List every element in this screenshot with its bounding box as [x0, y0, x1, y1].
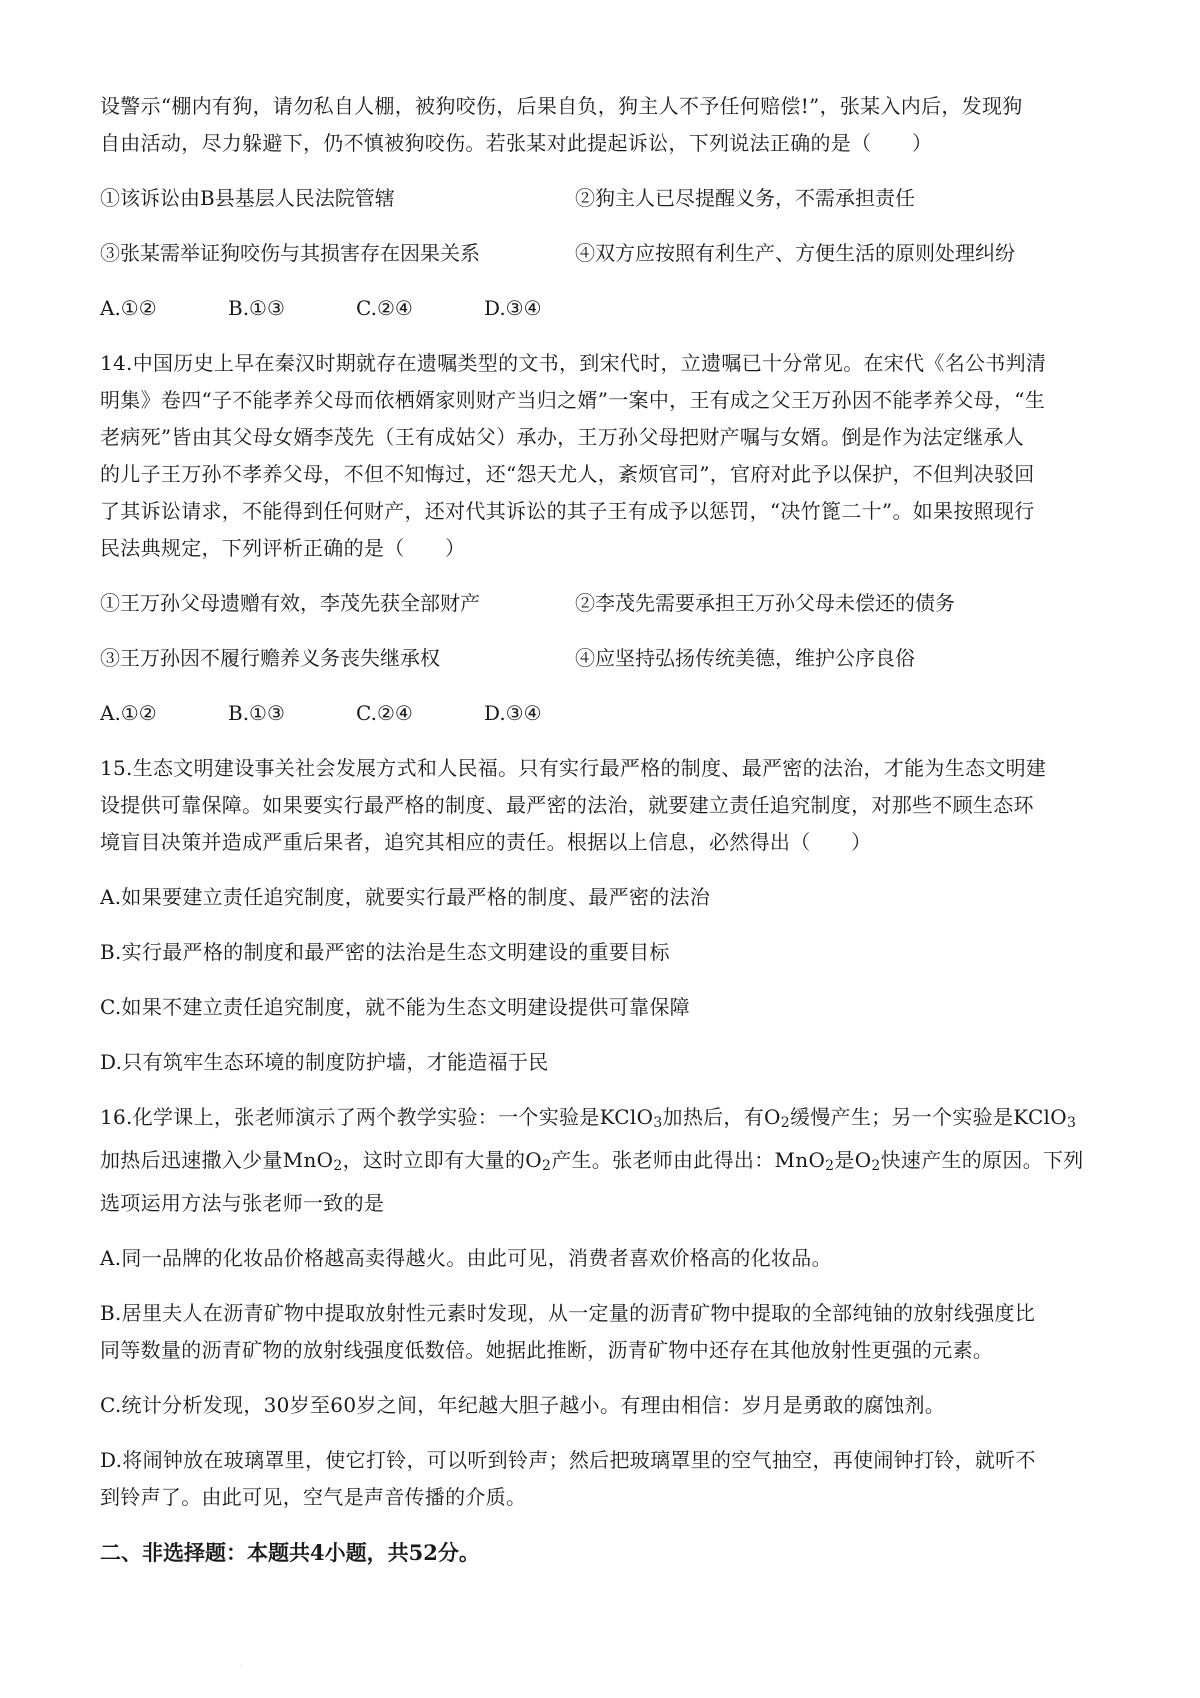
- q14-line: 14.中国历史上早在秦汉时期就存在遗嘱类型的文书，到宋代时，立遗嘱已十分常见。在宋代《名公书判清: [100, 351, 1047, 375]
- q14-line: 民法典规定，下列评析正确的是（ ）: [100, 536, 466, 560]
- q14-options-row2: [100, 640, 1110, 677]
- q15-option-c: C.如果不建立责任追究制度，就不能为生态文明建设提供可靠保障: [100, 995, 690, 1019]
- subscript: 3: [1066, 1115, 1077, 1131]
- subscript: 3: [653, 1115, 663, 1131]
- q14-line: 明集》卷四“子不能孝养父母而依栖婿家则财产当归之婿”一案中，王有成之父王万孙因不能孝养父母，“生: [100, 388, 1046, 412]
- q16-text: 加热后迅速撒入少量MnO: [100, 1148, 334, 1172]
- q14-answer-c: C.②④: [356, 701, 413, 725]
- subscript: 2: [871, 1158, 881, 1174]
- subscript: 2: [333, 1158, 343, 1174]
- q13-answer-c: C.②④: [356, 296, 413, 320]
- q14-option-1: ①王万孙父母遗赠有效，李茂先获全部财产: [100, 591, 480, 615]
- q15-line: 境盲目决策并造成严重后果者，追究其相应的责任。根据以上信息，必然得出（ ）: [100, 830, 872, 854]
- q13-options-row2: [100, 235, 1110, 272]
- q13-answer-b: B.①③: [228, 296, 285, 320]
- q14-line: 的儿子王万孙不孝养父母，不但不知悔过，还“怨天尤人，紊烦官司”，官府对此予以保护，不但判决驳回: [100, 462, 1035, 486]
- q16-line2: [100, 1142, 1110, 1185]
- q15-line: 15.生态文明建设事关社会发展方式和人民福。只有实行最严格的制度、最严密的法治，才能为生态文明建: [100, 756, 1047, 780]
- q16-text: 是O: [834, 1148, 872, 1172]
- q13-answer-a: A.①②: [100, 296, 157, 320]
- q15-option-a: A.如果要建立责任追究制度，就要实行最严格的制度、最严密的法治: [100, 885, 711, 909]
- q14-answer-choices: [100, 695, 1110, 732]
- q13-intro-line2: 自由活动，尽力躲避下，仍不慎被狗咬伤。若张某对此提起诉讼，下列说法正确的是（ ）: [100, 131, 933, 155]
- subscript: 2: [825, 1158, 835, 1174]
- q16-text: 加热后，有O: [662, 1105, 781, 1129]
- exam-page: [100, 88, 1110, 1571]
- q15-option-d: D.只有筑牢生态环境的制度防护墙，才能造福于民: [100, 1050, 549, 1074]
- q16-option-d-line1: D.将闹钟放在玻璃罩里，使它打铃，可以听到铃声；然后把玻璃罩里的空气抽空，再使闹钟打铃，就听不: [100, 1448, 1036, 1472]
- q16-option-b-line1: B.居里夫人在沥青矿物中提取放射性元素时发现，从一定量的沥青矿物中提取的全部纯铀的放射线强度比: [100, 1301, 1036, 1325]
- q13-option-1: ①该诉讼由B县基层人民法院管辖: [100, 186, 395, 210]
- q16-text: 16.化学课上，张老师演示了两个教学实验：一个实验是KClO: [100, 1105, 654, 1129]
- q13-answer-d: D.③④: [484, 296, 542, 320]
- q14-option-4: ④应坚持弘扬传统美德，维护公序良俗: [575, 646, 915, 670]
- q16-text: ，这时立即有大量的O: [342, 1148, 542, 1172]
- q13-option-4: ④双方应按照有利生产、方便生活的原则处理纠纷: [575, 241, 1015, 265]
- q16-option-c: C.统计分析发现，30岁至60岁之间，年纪越大胆子越小。有理由相信：岁月是勇敢的腐蚀剂。: [100, 1393, 946, 1417]
- subscript: 2: [541, 1158, 552, 1174]
- q16-option-b-line2: 同等数量的沥青矿物的放射线强度低数倍。她据此推断，沥青矿物中还存在其他放射性更强的元素。: [100, 1338, 994, 1362]
- scan-artifact-dot: ·: [240, 1662, 243, 1671]
- q16-text: 产生。张老师由此得出：MnO: [551, 1148, 826, 1172]
- q16-option-a: A.同一品牌的化妆品价格越高卖得越火。由此可见，消费者喜欢价格高的化妆品。: [100, 1246, 832, 1270]
- section-heading: 二、非选择题：本题共4小题，共52分。: [100, 1540, 480, 1565]
- q13-option-3: ③张某需举证狗咬伤与其损害存在因果关系: [100, 241, 480, 265]
- q13-option-2: ②狗主人已尽提醒义务，不需承担责任: [575, 186, 915, 210]
- q14-line: 老病死”皆由其父母女婿李茂先（王有成姑父）承办，王万孙父母把财产嘱与女婿。倒是作为法定继承人: [100, 425, 1025, 449]
- subscript: 2: [780, 1115, 790, 1131]
- q15-option-b: B.实行最严格的制度和最严密的法治是生态文明建设的重要目标: [100, 940, 670, 964]
- q13-intro-line1: 设警示“棚内有狗，请勿私自人棚，被狗咬伤，后果自负，狗主人不予任何赔偿!”，张某入内后，发现狗: [100, 94, 1023, 118]
- q14-answer-a: A.①②: [100, 701, 157, 725]
- q15-line: 设提供可靠保障。如果要实行最严格的制度、最严密的法治，就要建立责任追究制度，对那些不顾生态环: [100, 793, 1034, 817]
- q16-text: 缓慢产生；另一个实验是KClO: [789, 1105, 1067, 1129]
- q16-option-d-line2: 到铃声了。由此可见，空气是声音传播的介质。: [100, 1485, 527, 1509]
- q14-answer-d: D.③④: [484, 701, 542, 725]
- q13-options-row1: [100, 180, 1110, 217]
- q14-answer-b: B.①③: [228, 701, 285, 725]
- q14-line: 了其诉讼请求，不能得到任何财产，还对代其诉讼的其子王有成予以惩罚，“决竹篦二十”。如果按照现行: [100, 499, 1035, 523]
- q13-answer-choices: [100, 290, 1110, 327]
- q16-text: 快速产生的原因。下列: [880, 1148, 1084, 1172]
- q16-line1: [100, 1099, 1110, 1142]
- q14-option-2: ②李茂先需要承担王万孙父母未偿还的债务: [575, 591, 955, 615]
- q16-line3: 选项运用方法与张老师一致的是: [100, 1191, 385, 1215]
- q14-option-3: ③王万孙因不履行赡养义务丧失继承权: [100, 646, 440, 670]
- q14-options-row1: [100, 585, 1110, 622]
